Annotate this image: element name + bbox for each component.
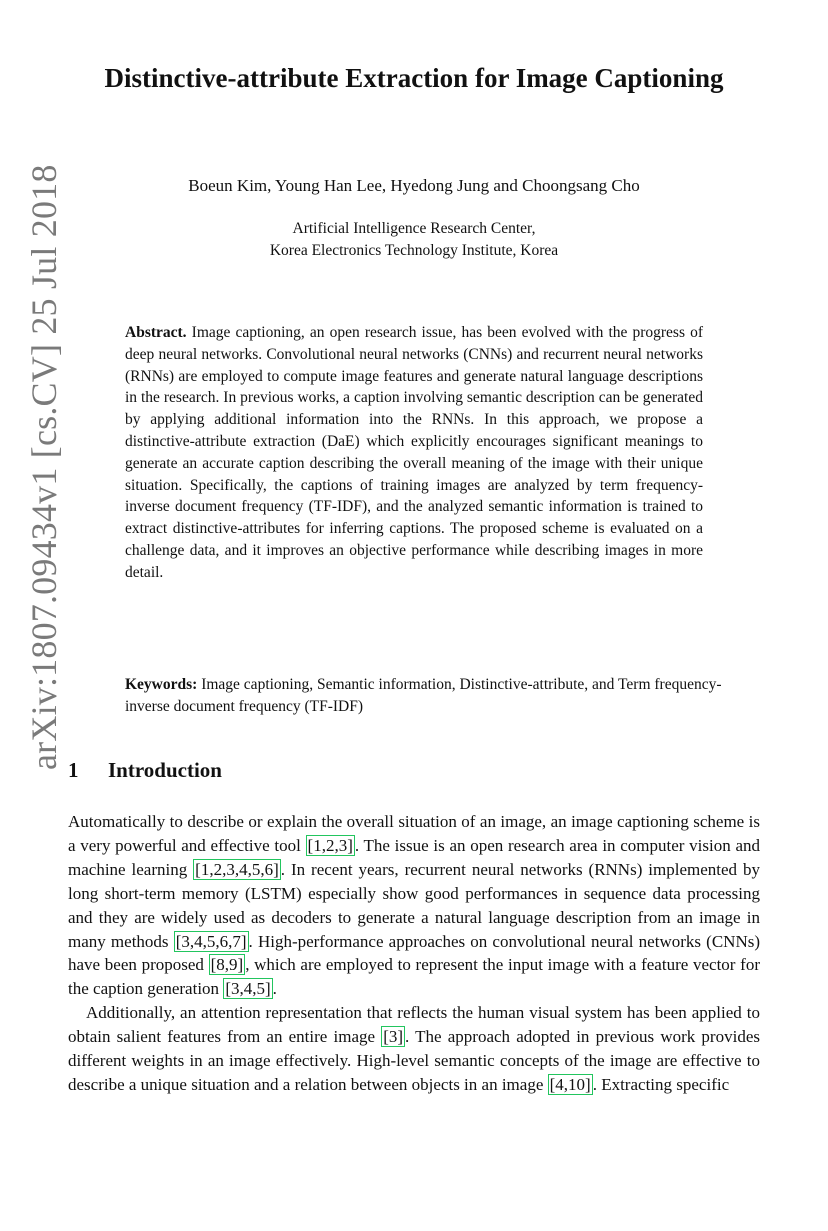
paragraph-text: . High-performance approaches on convolutional neural networks (CNNs) have been proposed <box>68 931 760 975</box>
citation-link[interactable]: [3] <box>383 1027 404 1047</box>
paper-title: Distinctive-attribute Extraction for Image Captioning <box>104 63 724 93</box>
citation-link[interactable]: [4,10] <box>549 1074 591 1094</box>
abstract <box>125 322 703 584</box>
section-number: 1 <box>68 758 79 782</box>
affiliation-line-1: Artificial Intelligence Research Center, <box>292 220 536 237</box>
citation-link[interactable]: [3,4,5,6,7] <box>175 931 247 951</box>
paragraph-text: , which are employed to represent the input image with a feature vector for the caption generation <box>68 955 760 999</box>
citation-link[interactable]: [1,2,3] <box>307 835 353 855</box>
paragraph-text: Additionally, an attention representation that reflects the human visual system has been applied to obtain salient features from an entire image <box>68 1003 760 1047</box>
paragraph-1 <box>68 810 760 1001</box>
affiliation <box>100 218 728 262</box>
affiliation-line-2: Korea Electronics Technology Institute, Korea <box>269 242 559 259</box>
paragraph-text: . The issue is an open research area in computer vision and machine learning <box>68 835 760 879</box>
arxiv-side-stamp: arXiv:1807.09434v1 [cs.CV] 25 Jul 2018 <box>24 164 64 770</box>
paragraph-text: . In recent years, recurrent neural networks (RNNs) implemented by long short-term memory (LSTM) especially show good performances in sequence data processing and they are widely used as decoders to generate a natural language description from an image in many methods <box>68 859 760 951</box>
citation-link[interactable]: [3,4,5] <box>225 979 271 999</box>
paragraph-2 <box>68 1001 760 1097</box>
keywords <box>125 674 730 718</box>
body-text <box>68 810 760 1097</box>
abstract-text: Image captioning, an open research issue, has been evolved with the progress of deep neural networks. Convolutional neural networks (CNNs) and recurrent neural networks (RNNs) are employed to compute image features and generate natural language descriptions in the research. In previous works, a caption involving semantic description can be generated by applying additional information into the RNNs. In this approach, we propose a distinctive-attribute extraction (DaE) which explicitly encourages significant meanings to generate an accurate caption describing the overall meaning of the image with their unique situation. Specifically, the captions of training images are analyzed by term frequency-inverse document frequency (TF-IDF), and the analyzed semantic information is trained to extract distinctive-attributes for inferring captions. The proposed scheme is evaluated on a challenge data, and it improves an objective performance while describing images in more detail. <box>125 324 704 581</box>
paragraph-text: . <box>272 979 277 999</box>
paragraph-text: Automatically to describe or explain the overall situation of an image, an image captioning scheme is a very powerful and effective tool <box>68 812 760 855</box>
citation-link[interactable]: [8,9] <box>210 955 244 975</box>
paragraph-text: . Extracting specific <box>592 1074 730 1094</box>
paper-authors: Boeun Kim, Young Han Lee, Hyedong Jung and Choongsang Cho <box>188 176 640 195</box>
paragraph-text: . The approach adopted in previous work provides different weights in an image effectively. High-level semantic concepts of the image are effective to describe a unique situation and a relation between objects in an image <box>68 1027 760 1094</box>
keywords-label: Keywords: <box>125 676 198 693</box>
section-title: Introduction <box>108 758 222 782</box>
keywords-text: Image captioning, Semantic information, Distinctive-attribute, and Term frequency-inverse document frequency (TF-IDF) <box>125 676 722 715</box>
section-heading <box>68 758 222 783</box>
citation-link[interactable]: [1,2,3,4,5,6] <box>195 859 279 879</box>
abstract-label: Abstract. <box>125 324 187 341</box>
